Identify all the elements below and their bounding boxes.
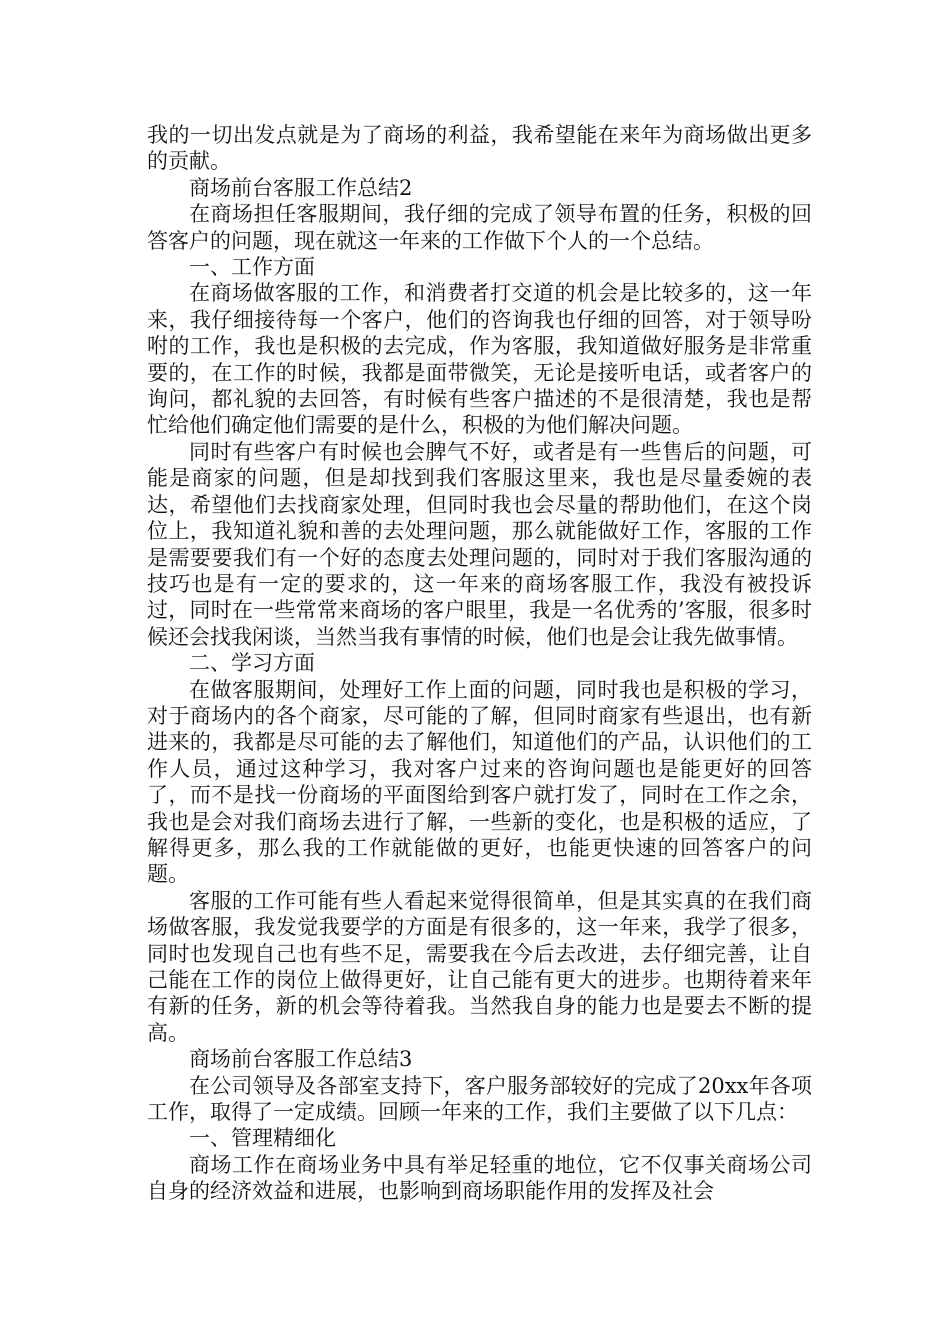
paragraph-intro: 在商场担任客服期间，我仔细的完成了领导布置的任务，积极的回答客户的问题，现在就这一年来的工作做下个人的一个总结。 <box>147 202 812 253</box>
section-title-summary-3: 商场前台客服工作总结3 <box>189 1047 413 1072</box>
paragraph-study-2: 客服的工作可能有些人看起来觉得很简单，但是其实真的在我们商场做客服，我发觉我要学的方面是有很多的，这一年来，我学了很多，同时也发现自己也有些不足，需要我在今后去改进，去仔细完善，让自己能在工作的岗位上做得更好，让自己能有更大的进步。也期待着来年有新的任务，新的机会等待着我。当然我自身的能力也是要去不断的提高。 <box>147 888 812 1045</box>
paragraph-management: 商场工作在商场业务中具有举足轻重的地位，它不仅事关商场公司自身的经济效益和进展，也影响到商场职能作用的发挥及社会 <box>147 1152 812 1204</box>
section-title-summary-2: 商场前台客服工作总结2 <box>189 175 413 200</box>
heading-work-aspect: 一、工作方面 <box>189 255 315 280</box>
paragraph-summary-3-intro: 在公司领导及各部室支持下，客户服务部较好的完成了20xx年各项工作，取得了一定成绩。回顾一年来的工作，我们主要做了以下几点： <box>147 1073 812 1125</box>
paragraph-study-1: 在做客服期间，处理好工作上面的问题，同时我也是积极的学习，对于商场内的各个商家，尽可能的了解，但同时商家有些退出，也有新进来的，我都是尽可能的去了解他们，知道他们的产品，认识他们的工作人员，通过这种学习，我对客户过来的咨询问题也是能更好的回答了，而不是找一份商场的平面图给到客户就打发了，同时在工作之余，我也是会对我们商场去进行了解，一些新的变化，也是积极的适应，了解得更多，那么我的工作就能做的更好，也能更快速的回答客户的问题。 <box>147 677 812 887</box>
paragraph-work-2: 同时有些客户有时候也会脾气不好，或者是有一些售后的问题，可能是商家的问题，但是却找到我们客服这里来，我也是尽量委婉的表达，希望他们去找商家处理，但同时我也会尽量的帮助他们，在这个岗位上，我知道礼貌和善的去处理问题，那么就能做好工作，客服的工作是需要要我们有一个好的态度去处理问题的，同时对于我们客服沟通的技巧也是有一定的要求的，这一年来的商场客服工作，我没有被投诉过，同时在一些常常来商场的客户眼里，我是一名优秀的’客服，很多时候还会找我闲谈，当然当我有事情的时候，他们也是会让我先做事情。 <box>147 439 812 649</box>
heading-study-aspect: 二、学习方面 <box>189 651 315 676</box>
paragraph-closing-line: 我的一切出发点就是为了商场的利益，我希望能在来年为商场做出更多的贡献。 <box>147 123 812 174</box>
heading-management: 一、管理精细化 <box>189 1126 336 1151</box>
document-body <box>147 122 812 1205</box>
paragraph-work-1: 在商场做客服的工作，和消费者打交道的机会是比较多的，这一年来，我仔细接待每一个客户，他们的咨询我也仔细的回答，对于领导吩咐的工作，我也是积极的去完成，作为客服，我知道做好服务是非常重要的，在工作的时候，我都是面带微笑，无论是接听电话，或者客户的询问，都礼貌的去回答，有时候有些客户描述的不是很清楚，我也是帮忙给他们确定他们需要的是什么，积极的为他们解决问题。 <box>147 281 812 438</box>
